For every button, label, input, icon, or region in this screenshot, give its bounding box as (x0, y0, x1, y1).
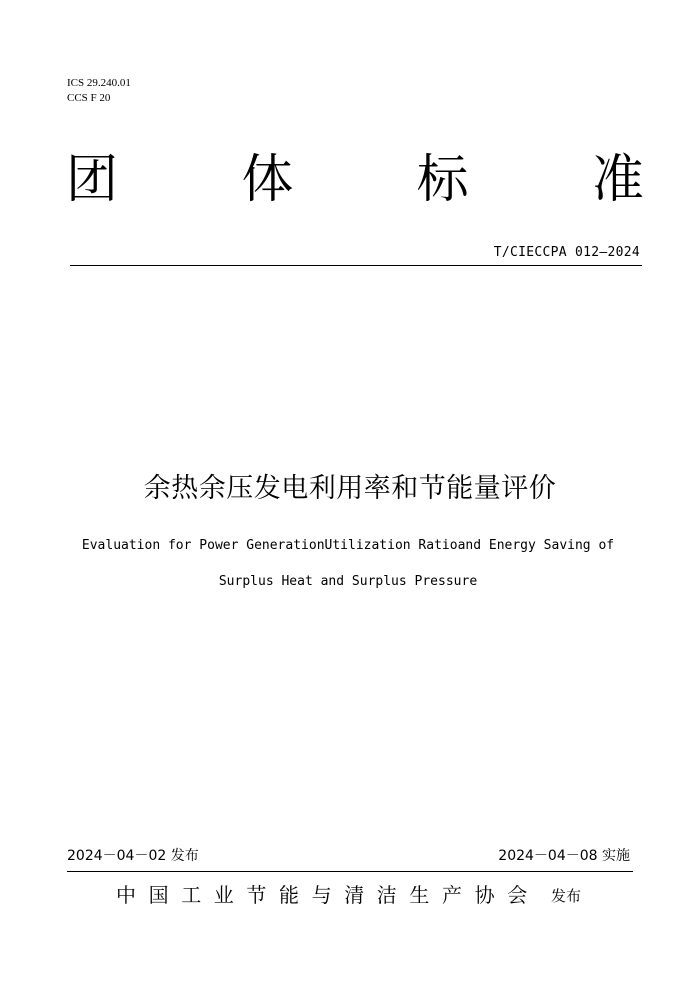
issue-date: 2024－04－02 发布 (67, 848, 199, 864)
footer-divider (67, 871, 633, 872)
english-title-line-2: Surplus Heat and Surplus Pressure (218, 574, 478, 589)
standard-type-char-1: 团 (66, 150, 119, 210)
standard-type-char-2: 体 (241, 150, 294, 210)
ccs-code: CCS F 20 (67, 92, 111, 104)
ics-code: ICS 29.240.01 (67, 77, 131, 89)
english-title-line-1: Evaluation for Power GenerationUtilization Ratioand Energy Saving of (81, 538, 615, 553)
chinese-title: 余热余压发电利用率和节能量评价 (143, 473, 557, 504)
standard-type-char-3: 标 (416, 150, 469, 210)
implementation-date: 2024－04－08 实施 (498, 848, 630, 864)
classification-codes (67, 76, 131, 106)
publisher-name: 中国工业节能与清洁生产协会 (116, 883, 540, 907)
publish-label: 发布 (551, 887, 582, 905)
standard-type-char-4: 准 (591, 150, 644, 210)
standard-type-heading (66, 148, 644, 212)
header-divider (70, 265, 642, 266)
standard-number: T/CIECCPA 012—2024 (493, 245, 640, 260)
